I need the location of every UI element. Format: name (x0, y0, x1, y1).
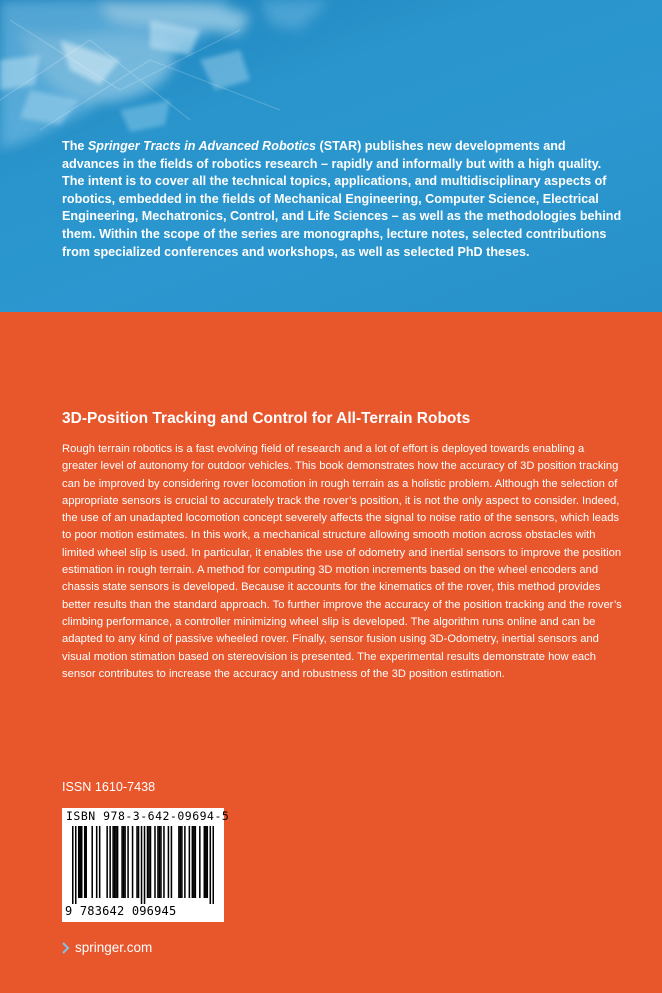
barcode-bar (213, 826, 214, 904)
series-name: Springer Tracts in Advanced Robotics (87, 139, 317, 153)
barcode-bar (148, 826, 150, 898)
barcode-bar (178, 826, 180, 898)
barcode-bar (123, 826, 125, 898)
barcode-bar (189, 826, 191, 898)
barcode-bar (115, 826, 117, 898)
series-rest: (STAR) publishes new developments and advances in the fields of robotics research – rapidly and informally but with a high quality. The intent is to cover all the technical topics, applications, and multidisciplinary aspects of robotics, embedded in the fields of Mechanical Engineering, Computer Science, Electrical Engineering, Mechatronics, Control, and Life Sciences – as well as the methodologies behind them. Within the scope of the series are monographs, lecture notes, selected contributions from specialized conferences and workshops, as well as selected PhD theses. (62, 139, 622, 259)
barcode-bars (72, 826, 214, 904)
barcode-bar (127, 826, 129, 898)
barcode-bar (171, 826, 173, 898)
barcode-bar (199, 826, 201, 898)
series-intro: The (62, 139, 88, 153)
barcode-bar (78, 826, 80, 898)
springer-link[interactable] (62, 940, 152, 955)
barcode-bar (147, 826, 149, 898)
barcode-bar (91, 826, 93, 898)
issn: ISSN 1610-7438 (62, 780, 156, 794)
barcode-bar (132, 826, 134, 898)
barcode-digits: 9 783642 096945 (65, 904, 177, 918)
barcode-bar (154, 826, 156, 898)
barcode-bar (160, 826, 162, 898)
isbn-label: ISBN 978-3-642-09694-5 (66, 809, 230, 823)
book-title: 3D-Position Tracking and Control for All-Terrain Robots (62, 410, 471, 427)
barcode-bar (81, 826, 83, 898)
barcode-bar (204, 826, 206, 898)
barcode-bar (109, 826, 111, 898)
barcode-bar (96, 826, 98, 898)
barcode-bar (75, 826, 77, 904)
barcode-bar (150, 826, 152, 898)
barcode-bar (84, 826, 86, 898)
barcode-bar (184, 826, 186, 898)
barcode-bar (106, 826, 108, 898)
barcode-bar (168, 826, 170, 898)
barcode-bar (144, 826, 146, 904)
barcode-bar (157, 826, 159, 898)
barcode-bar (195, 826, 197, 898)
barcode-bar (181, 826, 183, 898)
series-description (62, 138, 622, 261)
blue-satellite-band (0, 0, 662, 312)
book-abstract: Rough terrain robotics is a fast evolving field of research and a lot of effort is deployed towards enabling a greater level of autonomy for outdoor vehicles. This book demonstrates how the accuracy of 3D position tracking can be improved by considering rover locomotion in rough terrain as a holistic problem. Although the selection of appropriate sensors is crucial to accurately track the rover’s position, it is not the only aspect to consider. Indeed, the use of an unadapted locomotion concept severely affects the signal to noise ratio of the sensors, which leads to poor motion estimates. In this work, a mechanical structure allowing smooth motion across obstacles with limited wheel slip is used. In particular, it enables the use of odometry and inertial sensors to improve the position estimation in rough terrain. A method for computing 3D motion increments based on the wheel encoders and chassis state sensors is developed. Because it accounts for the kinematics of the rover, this method provides better results than the standard approach. To further improve the accuracy of the position tracking and the rover’s climbing performance, a controller minimizing wheel slip is developed. The algorithm runs online and can be adapted to any kind of passive wheeled rover. Finally, sensor fusion using 3D-Odometry, inertial sensors and visual motion stimation based on stereovision is presented. The experimental results demonstrate how each sensor contributes to increase the accuracy and robustness of the 3D position estimation. (62, 443, 622, 680)
barcode-bar (136, 826, 138, 898)
barcode-bar (114, 826, 116, 898)
barcode-bar (159, 826, 161, 898)
barcode-bar (210, 826, 212, 904)
barcode-bar (192, 826, 194, 898)
barcode-bar (85, 826, 87, 898)
barcode-bar (112, 826, 114, 898)
barcode-bar (124, 826, 126, 898)
barcode-bar (207, 826, 209, 898)
barcode-bar (79, 826, 81, 898)
barcode-bar (163, 826, 165, 898)
barcode-bar (193, 826, 195, 898)
barcode-bar (72, 826, 74, 904)
springer-link-text: springer.com (75, 940, 153, 955)
barcode-bar (99, 826, 101, 898)
chevron-right-icon (62, 942, 70, 954)
barcode-bar (180, 826, 182, 898)
barcode-bar (117, 826, 119, 898)
barcode-bar (138, 826, 140, 898)
barcode (62, 808, 230, 922)
barcode-bar (205, 826, 207, 898)
barcode-bar (121, 826, 123, 898)
barcode-bar (141, 826, 143, 904)
